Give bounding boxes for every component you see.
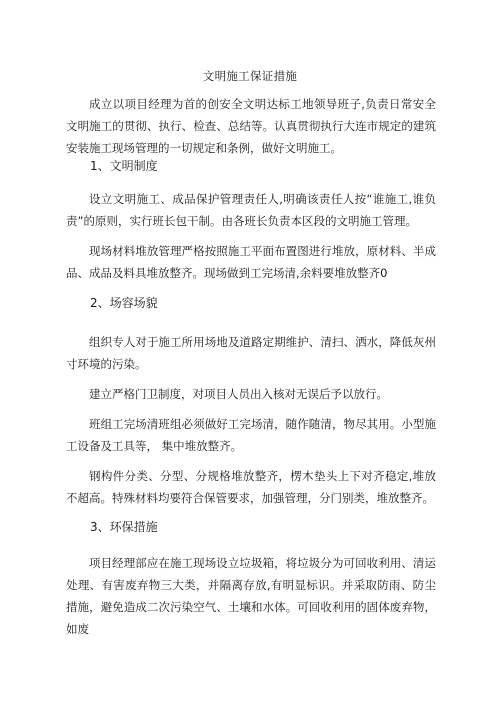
section-1 — [66, 155, 436, 177]
section-2-heading: 2、场容场貌 — [90, 296, 158, 310]
section-3-heading: 3、环保措施 — [90, 520, 158, 534]
document-title: 文明施工保证措施 — [202, 69, 298, 83]
section-1-paragraph-1: 设立文明施工、成品保护管理责任人,明确该责任人按“谁施工,谁负责”的原则，实行班长包干制。由各班长负责本区段的文明施工管理。 — [66, 192, 436, 228]
intro-paragraph: 成立以项目经理为首的创安全文明达标工地领导班子,负责日常安全文明施工的贯彻、执行、检查、总结等。认真贯彻执行大连市规定的建筑安装施工现场管理的一切规定和条例，做好文明施工。 — [66, 97, 436, 155]
section-2 — [66, 292, 436, 314]
intro-block — [66, 93, 436, 159]
section-2-body — [66, 331, 436, 509]
section-2-paragraph-1: 组织专人对于施工所用场地及道路定期维护、清扫、洒水，降低灰州寸环境的污染。 — [66, 335, 436, 371]
section-2-paragraph-4: 钢构件分类、分型、分规格堆放整齐，楞木垫头上下对齐稳定,堆放不超高。特殊材料均要符合保管要求，加强管理，分门别类，堆放整齐。 — [66, 469, 436, 505]
section-2-paragraph-3: 班组工完场清班组必须做好工完场清，随作随清，物尽其用。小型施工设备及工具等， 集中堆放整齐。 — [66, 417, 436, 453]
section-1-paragraph-2: 现场材料堆放管理严格按照施工平面布置图进行堆放，原材料、半成品、成品及料具堆放整齐。现场做到工完场清,余料要堆放整齐0 — [66, 244, 436, 280]
section-3-body — [66, 552, 436, 640]
section-1-heading: 1、文明制度 — [90, 159, 158, 173]
section-2-paragraph-2: 建立严格门卫制度，对项目人员出入核对无误后予以放行。 — [89, 387, 388, 401]
section-3 — [66, 516, 436, 538]
section-3-paragraph-1: 项目经理部应在施工现场设立垃圾箱，将垃圾分为可回收利用、清运处理、有害废弃物三大类，并隔离存放,有明显标识。并采取防雨、防尘措施，避免造成二次污染空气、土壤和水体。可回收利用的固体废弃物，如废 — [66, 556, 436, 636]
section-1-body — [66, 188, 436, 284]
